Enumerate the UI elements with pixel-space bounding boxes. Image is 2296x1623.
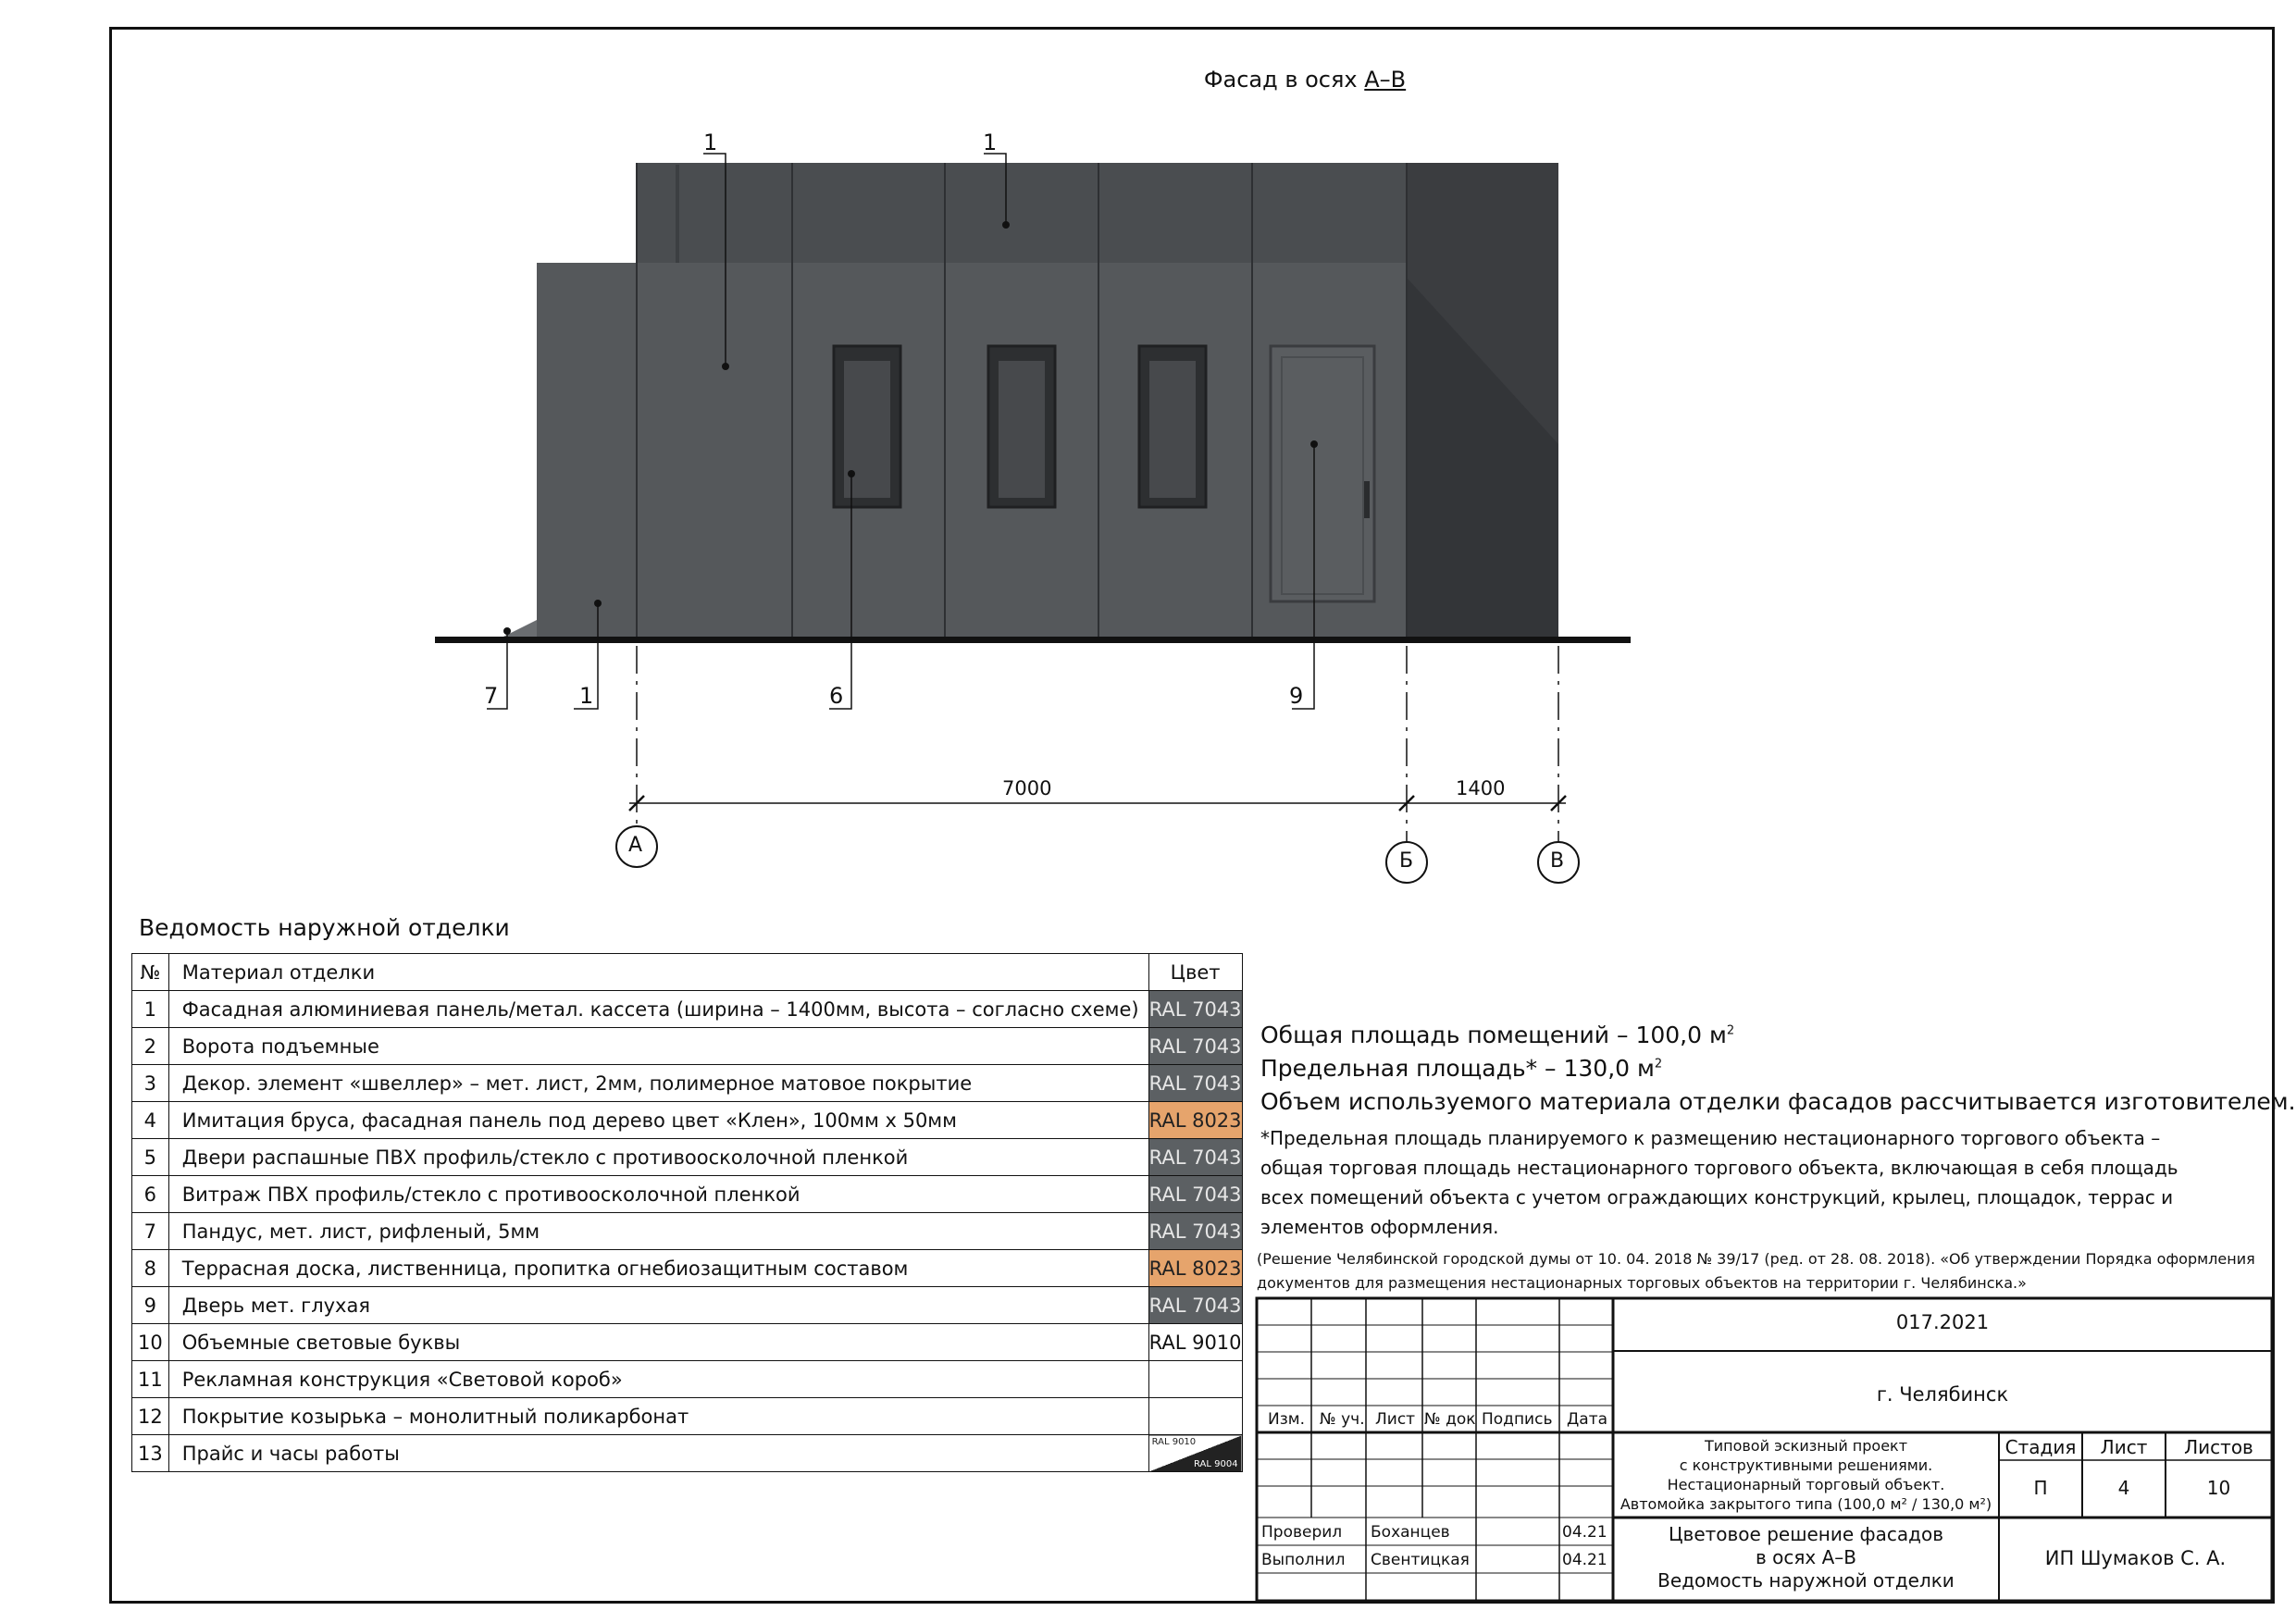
project-description: Типовой эскизный проект с конструктивными решениями. Нестационарный торговый объект. Автомойка закрытого типа (100,0 м² / 130,0 м²) <box>1620 1437 1992 1513</box>
row-color-swatch: RAL 7043 <box>1148 1139 1242 1176</box>
checked-name: Боханцев <box>1371 1523 1450 1542</box>
row-number: 10 <box>132 1324 169 1361</box>
footnote-line: *Предельная площадь планируемого к размещению нестационарного торгового объекта – <box>1260 1127 2161 1149</box>
stage-value: П <box>2033 1477 2048 1499</box>
axis-bubbles <box>616 826 1579 883</box>
row-color-swatch: RAL 7043 <box>1148 1028 1242 1065</box>
table-row <box>132 1324 1243 1361</box>
city: г. Челябинск <box>1876 1383 2009 1406</box>
finish-table <box>131 953 1243 1472</box>
row-color-swatch: RAL 7043 <box>1148 1287 1242 1324</box>
row-color-swatch: RAL 7043 <box>1148 1213 1242 1250</box>
table-row <box>132 1028 1243 1065</box>
row-number: 2 <box>132 1028 169 1065</box>
callout-label: 1 <box>579 683 594 709</box>
row-material: Рекламная конструкция «Световой короб» <box>168 1361 1148 1398</box>
drawing-title-axes: А–В <box>1364 67 1407 93</box>
callout-label: 1 <box>703 130 718 155</box>
dimension-7000: 7000 <box>1002 777 1052 799</box>
footnote-line: всех помещений объекта с учетом ограждающих конструкций, крылец, площадок, террас и <box>1260 1186 2174 1208</box>
table-row <box>132 991 1243 1028</box>
row-color-swatch: RAL 7043 <box>1148 991 1242 1028</box>
table-row <box>132 1102 1243 1139</box>
row-number: 1 <box>132 991 169 1028</box>
header-no-uch: № уч. <box>1320 1410 1365 1429</box>
table-row <box>132 1435 1243 1472</box>
schedule-heading: Ведомость наружной отделки <box>139 914 510 941</box>
table-row <box>132 1065 1243 1102</box>
row-number: 3 <box>132 1065 169 1102</box>
row-number: 12 <box>132 1398 169 1435</box>
column-header: Цвет <box>1148 954 1242 991</box>
table-row <box>132 1287 1243 1324</box>
decision-line: документов для размещения нестационарных торговых объектов на территории г. Челябинска.» <box>1257 1274 2027 1292</box>
header-podpis: Подпись <box>1482 1410 1553 1429</box>
window-3-glass <box>1149 361 1196 498</box>
table-row <box>132 1250 1243 1287</box>
document-code: 017.2021 <box>1895 1311 1990 1333</box>
door <box>1271 346 1374 601</box>
drawing-title-prefix: Фасад в осях <box>1203 67 1365 93</box>
checked-date: 04.21 <box>1562 1523 1607 1542</box>
footnote-line: элементов оформления. <box>1260 1216 1499 1238</box>
row-material: Фасадная алюминиевая панель/метал. кассета (ширина – 1400мм, высота – согласно схеме) <box>168 991 1148 1028</box>
callout-label: 1 <box>983 130 998 155</box>
axis-label-a: А <box>628 834 643 857</box>
row-color-swatch: RAL 7043 <box>1148 1065 1242 1102</box>
row-material: Террасная доска, лиственница, пропитка огнебиозащитным составом <box>168 1250 1148 1287</box>
row-material: Витраж ПВХ профиль/стекло с противоосколочной пленкой <box>168 1176 1148 1213</box>
company-name: ИП Шумаков С. А. <box>2044 1547 2227 1569</box>
axis-label-b: Б <box>1399 849 1414 873</box>
sheet-title: Цветовое решение фасадов в осях А–В Ведомость наружной отделки <box>1657 1523 1955 1592</box>
row-color-swatch <box>1148 1435 1242 1472</box>
row-number: 4 <box>132 1102 169 1139</box>
row-number: 6 <box>132 1176 169 1213</box>
row-material: Имитация бруса, фасадная панель под дерево цвет «Клен», 100мм х 50мм <box>168 1102 1148 1139</box>
row-color-swatch <box>1148 1361 1242 1398</box>
dimension-1400: 1400 <box>1456 777 1506 799</box>
ground-line <box>435 637 1631 643</box>
upper-edge-detail <box>676 165 679 266</box>
row-material: Ворота подъемные <box>168 1028 1148 1065</box>
sheet-label: Лист <box>2100 1436 2148 1458</box>
callout-label: 9 <box>1289 683 1304 709</box>
header-izm: Изм. <box>1268 1410 1305 1429</box>
row-number: 9 <box>132 1287 169 1324</box>
axis-lines <box>637 646 1558 847</box>
dimension-line <box>629 796 1566 811</box>
checked-label: Проверил <box>1261 1523 1343 1542</box>
footnote-line: общая торговая площадь нестационарного торгового объекта, включающая в себя площадь <box>1260 1157 2178 1179</box>
row-material: Пандус, мет. лист, рифленый, 5мм <box>168 1213 1148 1250</box>
row-material: Покрытие козырька – монолитный поликарбонат <box>168 1398 1148 1435</box>
row-color-swatch: RAL 8023 <box>1148 1250 1242 1287</box>
header-no-dok: № док <box>1424 1410 1476 1429</box>
done-date: 04.21 <box>1562 1551 1607 1569</box>
callout-label: 7 <box>484 683 499 709</box>
row-color-swatch: RAL 9010 <box>1148 1324 1242 1361</box>
header-list: Лист <box>1375 1410 1416 1429</box>
row-color-swatch: RAL 8023 <box>1148 1102 1242 1139</box>
row-number: 8 <box>132 1250 169 1287</box>
finish-table-header <box>132 954 1243 991</box>
row-number: 13 <box>132 1435 169 1472</box>
axis-label-v: В <box>1550 849 1565 873</box>
row-number: 5 <box>132 1139 169 1176</box>
callout-label: 6 <box>829 683 844 709</box>
decision-line: (Решение Челябинской городской думы от 10. 04. 2018 № 39/17 (ред. от 28. 08. 2018). «Об утверждении Порядка оформления <box>1257 1250 2255 1268</box>
table-row <box>132 1398 1243 1435</box>
row-color-swatch <box>1148 1398 1242 1435</box>
table-row <box>132 1213 1243 1250</box>
row-material: Прайс и часы работы <box>168 1435 1148 1472</box>
row-material: Декор. элемент «швеллер» – мет. лист, 2мм, полимерное матовое покрытие <box>168 1065 1148 1102</box>
row-material: Двери распашные ПВХ профиль/стекло с противоосколочной пленкой <box>168 1139 1148 1176</box>
row-material: Объемные световые буквы <box>168 1324 1148 1361</box>
split-bottom-color: RAL 9004 <box>1193 1459 1238 1469</box>
stage-label: Стадия <box>2004 1436 2077 1458</box>
door-handle <box>1364 481 1370 518</box>
limit-area: Предельная площадь* – 130,0 $м^2$ <box>1260 1055 1663 1082</box>
row-color-swatch: RAL 7043 <box>1148 1176 1242 1213</box>
split-top-color: RAL 9010 <box>1151 1437 1197 1447</box>
window-2-glass <box>999 361 1045 498</box>
sheet-value: 4 <box>2117 1477 2130 1499</box>
done-name: Свентицкая <box>1371 1551 1470 1569</box>
sheets-value: 10 <box>2206 1477 2231 1499</box>
row-number: 11 <box>132 1361 169 1398</box>
row-material: Дверь мет. глухая <box>168 1287 1148 1324</box>
total-area: Общая площадь помещений – 100,0 $м^2$ <box>1260 1022 1735 1048</box>
sheets-label: Листов <box>2184 1436 2253 1458</box>
windows <box>834 346 1206 507</box>
column-header: № <box>132 954 169 991</box>
done-label: Выполнил <box>1261 1551 1346 1569</box>
table-row <box>132 1361 1243 1398</box>
header-data: Дата <box>1567 1410 1608 1429</box>
row-number: 7 <box>132 1213 169 1250</box>
volume-note: Объем используемого материала отделки фасадов рассчитывается изготовителем. <box>1260 1088 2296 1115</box>
table-row <box>132 1176 1243 1213</box>
table-row <box>132 1139 1243 1176</box>
column-header: Материал отделки <box>168 954 1148 991</box>
